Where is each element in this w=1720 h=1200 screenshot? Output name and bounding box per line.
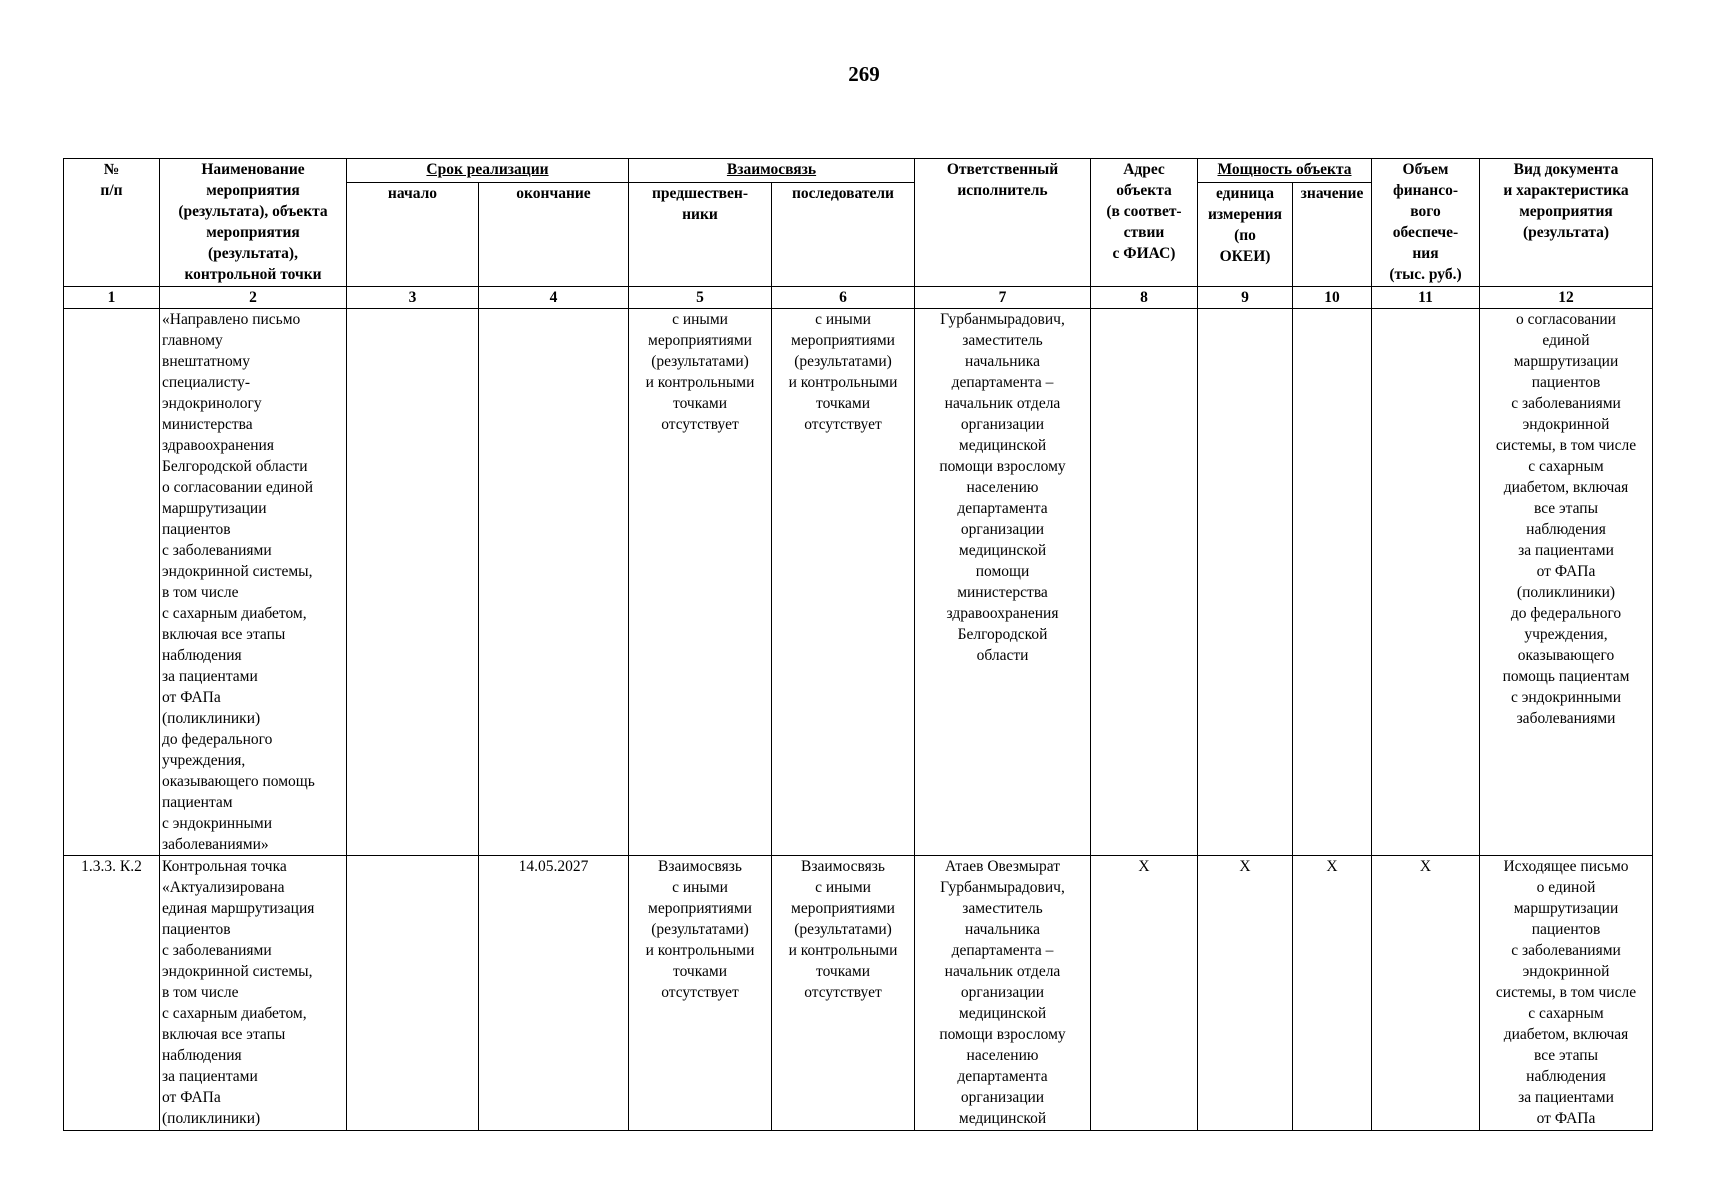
cell-obem: X xyxy=(1372,856,1480,1131)
column-number: 5 xyxy=(629,287,772,309)
column-number: 10 xyxy=(1293,287,1372,309)
cell-posl: Взаимосвязь с иными мероприятиями (результатами) и контрольными точками отсутствует xyxy=(772,856,915,1131)
cell-vid: Исходящее письмо о единой маршрутизации пациентов с заболеваниями эндокринной системы, в том числе с сахарным диабетом, включая все этапы наблюдения за пациентами от ФАПа xyxy=(1480,856,1653,1131)
plan-table xyxy=(63,158,1653,1131)
cell-start xyxy=(347,309,479,856)
cell-unit: X xyxy=(1198,856,1293,1131)
cell-otv: Атаев Овезмырат Гурбанмырадович, заместитель начальника департамента – начальник отдела организации медицинской помощи взрослому населению департамента организации медицинской xyxy=(915,856,1091,1131)
header-moshch: Мощность объекта xyxy=(1198,159,1372,183)
column-number: 6 xyxy=(772,287,915,309)
cell-obem xyxy=(1372,309,1480,856)
table-row xyxy=(64,856,1653,1131)
cell-posl: с иными мероприятиями (результатами) и контрольными точками отсутствует xyxy=(772,309,915,856)
header-vzaim: Взаимосвязь xyxy=(629,159,915,183)
column-number: 12 xyxy=(1480,287,1653,309)
cell-vid: о согласовании единой маршрутизации пациентов с заболеваниями эндокринной системы, в том числе с сахарным диабетом, включая все этапы наблюдения за пациентами от ФАПа (поликлиники) до федерального учреждения, оказывающего помощь пациентам с эндокринными заболеваниями xyxy=(1480,309,1653,856)
cell-name: «Направлено письмо главному внештатному специалисту- эндокринологу министерства здравоохранения Белгородской области о согласовании единой маршрутизации пациентов с заболеваниями эндокринной системы, в том числе с сахарным диабетом, включая все этапы наблюдения за пациентами от ФАПа (поликлиники) до федерального учреждения, оказывающего помощь пациентам с эндокринными заболеваниями» xyxy=(160,309,347,856)
header-num: № п/п xyxy=(64,159,160,287)
column-number: 9 xyxy=(1198,287,1293,309)
header-vzaim-pred: предшествен- ники xyxy=(629,183,772,287)
cell-unit xyxy=(1198,309,1293,856)
cell-end xyxy=(479,309,629,856)
column-numbers-row xyxy=(64,287,1653,309)
cell-num: 1.3.3. К.2 xyxy=(64,856,160,1131)
header-moshch-value: значение xyxy=(1293,183,1372,287)
header-name: Наименование мероприятия (результата), объекта мероприятия (результата), контрольной точки xyxy=(160,159,347,287)
table-row xyxy=(64,309,1653,856)
cell-adres xyxy=(1091,309,1198,856)
cell-otv: Гурбанмырадович, заместитель начальника департамента – начальник отдела организации медицинской помощи взрослому населению департамента организации медицинской помощи министерства здравоохранения Белгородской области xyxy=(915,309,1091,856)
column-number: 4 xyxy=(479,287,629,309)
page-number: 269 xyxy=(848,62,880,86)
header-vzaim-posl: последователи xyxy=(772,183,915,287)
column-number: 11 xyxy=(1372,287,1480,309)
header-srok-start: начало xyxy=(347,183,479,287)
cell-end: 14.05.2027 xyxy=(479,856,629,1131)
cell-num xyxy=(64,309,160,856)
header-srok: Срок реализации xyxy=(347,159,629,183)
column-number: 1 xyxy=(64,287,160,309)
cell-pred: с иными мероприятиями (результатами) и контрольными точками отсутствует xyxy=(629,309,772,856)
header-adres: Адрес объекта (в соответ- ствии с ФИАС) xyxy=(1091,159,1198,287)
column-number: 7 xyxy=(915,287,1091,309)
cell-start xyxy=(347,856,479,1131)
column-number: 2 xyxy=(160,287,347,309)
header-moshch-unit: единица измерения (по ОКЕИ) xyxy=(1198,183,1293,287)
cell-name: Контрольная точка «Актуализирована единая маршрутизация пациентов с заболеваниями эндокринной системы, в том числе с сахарным диабетом, включая все этапы наблюдения за пациентами от ФАПа (поликлиники) xyxy=(160,856,347,1131)
cell-value xyxy=(1293,309,1372,856)
column-number: 8 xyxy=(1091,287,1198,309)
cell-pred: Взаимосвязь с иными мероприятиями (результатами) и контрольными точками отсутствует xyxy=(629,856,772,1131)
cell-adres: X xyxy=(1091,856,1198,1131)
cell-value: X xyxy=(1293,856,1372,1131)
header-obem: Объем финансо- вого обеспече- ния (тыс. руб.) xyxy=(1372,159,1480,287)
column-number: 3 xyxy=(347,287,479,309)
header-srok-end: окончание xyxy=(479,183,629,287)
header-vid: Вид документа и характеристика мероприятия (результата) xyxy=(1480,159,1653,287)
header-otv: Ответственный исполнитель xyxy=(915,159,1091,287)
